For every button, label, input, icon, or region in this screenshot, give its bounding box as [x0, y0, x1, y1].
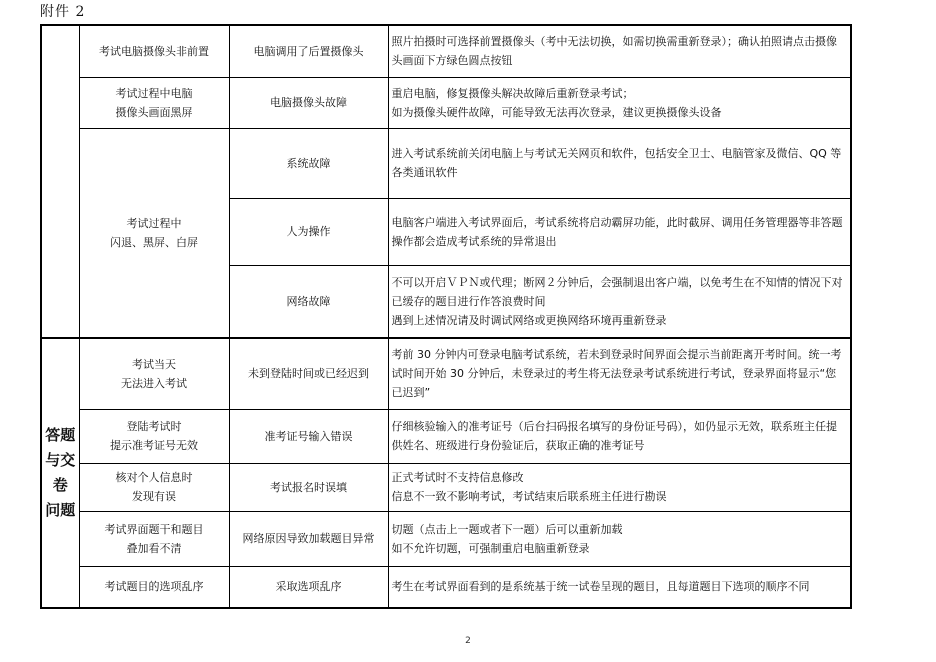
- solution-cell: [388, 511, 851, 566]
- issue-cell: [79, 511, 229, 566]
- text-line: 与交: [45, 451, 76, 469]
- table-row: [41, 25, 851, 77]
- cause-cell: [229, 265, 388, 338]
- solution-cell: [388, 463, 851, 511]
- text-line: 电脑客户端进入考试界面后，考试系统将启动霸屏功能，此时截屏、调用任务管理器等非答题操作都会造成考试系统的异常退出: [391, 215, 843, 248]
- text-line: 考试界面题干和题目: [104, 522, 204, 536]
- text-line: 电脑摄像头故障: [270, 96, 347, 109]
- issue-cell: [79, 25, 229, 77]
- text-line: 不可以开启ＶＰＮ或代理；断网２分钟后，会强制退出客户端，以免考生在不知情的情况下对已缓存的题目进行作答浪费时间: [391, 275, 843, 308]
- cause-cell: [229, 25, 388, 77]
- page-number: 2: [465, 636, 471, 646]
- text-line: 考试报名时误填: [270, 480, 347, 494]
- text-line: 考生在考试界面看到的是系统基于统一试卷呈现的题目，且每道题目下选项的顺序不同: [391, 580, 810, 594]
- issue-cell: [79, 463, 229, 511]
- text-line: 登陆考试时: [126, 420, 182, 433]
- category-cell: [41, 25, 79, 338]
- solution-cell: [388, 566, 851, 608]
- cause-cell: [229, 338, 388, 409]
- text-line: 考试当天: [132, 357, 176, 371]
- cause-cell: [229, 566, 388, 608]
- text-line: 人为操作: [286, 225, 331, 238]
- table-row: [41, 566, 851, 608]
- text-line: 核对个人信息时: [115, 471, 193, 484]
- text-line: 提示准考证号无效: [110, 439, 198, 452]
- text-line: 切题（点击上一题或者下一题）后可以重新加载: [391, 522, 623, 536]
- text-line: 闪退、黑屏、白屏: [110, 235, 198, 249]
- table-row: [41, 511, 851, 566]
- text-line: 正式考试时不支持信息修改: [391, 471, 524, 484]
- table-row: [41, 338, 851, 409]
- text-line: 考试过程中: [126, 216, 182, 230]
- cause-cell: [229, 198, 388, 265]
- table-row: [41, 128, 851, 198]
- issue-cell: [79, 128, 229, 338]
- text-line: 答题: [45, 426, 76, 444]
- text-line: 卷: [52, 476, 68, 494]
- cause-cell: [229, 128, 388, 198]
- table-row: [41, 463, 851, 511]
- text-line: 无法进入考试: [121, 376, 187, 390]
- text-line: 叠加看不清: [126, 541, 182, 555]
- text-line: 发现有误: [132, 490, 176, 503]
- text-line: 重启电脑，修复摄像头解决故障后重新登录考试；: [391, 86, 634, 100]
- cause-cell: [229, 409, 388, 463]
- issue-cell: [79, 77, 229, 128]
- issue-cell: [79, 566, 229, 608]
- text-line: 考试题目的选项乱序: [104, 580, 204, 594]
- text-line: 网络故障: [286, 294, 331, 308]
- table-row: [41, 77, 851, 128]
- text-line: 考试电脑摄像头非前置: [99, 44, 209, 58]
- text-line: 如不允许切题，可强制重启电脑重新登录: [391, 541, 590, 555]
- text-line: 摄像头画面黑屏: [115, 105, 193, 119]
- text-line: 仔细核验输入的准考证号（后台扫码报名填写的身份证号码），如仍显示无效，联系班主任提供姓名、班级进行身份验证后，获取正确的准考证号: [391, 420, 837, 452]
- issue-cell: [79, 409, 229, 463]
- text-line: 照片拍摄时可选择前置摄像头（考中无法切换，如需切换需重新登录）；确认拍照请点击摄像头画面下方绿色圆点按钮: [391, 35, 837, 68]
- solution-cell: [388, 77, 851, 128]
- text-line: 信息不一致不影响考试，考试结束后联系班主任进行勘误: [391, 490, 667, 503]
- solution-cell: [388, 409, 851, 463]
- table-row: [41, 409, 851, 463]
- cause-cell: [229, 511, 388, 566]
- text-line: 遇到上述情况请及时调试网络或更换网络环境再重新登录: [391, 313, 667, 327]
- cause-cell: [229, 463, 388, 511]
- text-line: 采取选项乱序: [275, 580, 342, 594]
- text-line: 系统故障: [286, 156, 331, 170]
- text-line: 网络原因导致加载题目异常: [242, 532, 375, 545]
- troubleshooting-table: [40, 24, 852, 609]
- text-line: 问题: [45, 501, 76, 519]
- solution-cell: [388, 198, 851, 265]
- text-line: 进入考试系统前关闭电脑上与考试无关网页和软件，包括安全卫士、电脑管家及微信、QQ 等各类通讯软件: [391, 147, 842, 179]
- attachment-title: 附件 2: [40, 4, 86, 20]
- solution-cell: [388, 338, 851, 409]
- text-line: 考试过程中电脑: [115, 86, 193, 100]
- text-line: 准考证号输入错误: [264, 429, 353, 443]
- solution-cell: [388, 128, 851, 198]
- cause-cell: [229, 77, 388, 128]
- text-line: 如为摄像头硬件故障，可能导致无法再次登录，建议更换摄像头设备: [391, 105, 722, 119]
- issue-cell: [79, 338, 229, 409]
- text-line: 未到登陆时间或已经迟到: [248, 367, 369, 381]
- text-line: 电脑调用了后置摄像头: [253, 44, 364, 58]
- solution-cell: [388, 25, 851, 77]
- category-cell: [41, 338, 79, 608]
- text-line: 考前 30 分钟内可登录电脑考试系统，若未到登录时间界面会提示当前距离开考时间。统一考试时间开始 30 分钟后，未登录过的考生将无法登录考试系统进行考试，登录界面将显示“您已迟到”: [391, 348, 842, 400]
- solution-cell: [388, 265, 851, 338]
